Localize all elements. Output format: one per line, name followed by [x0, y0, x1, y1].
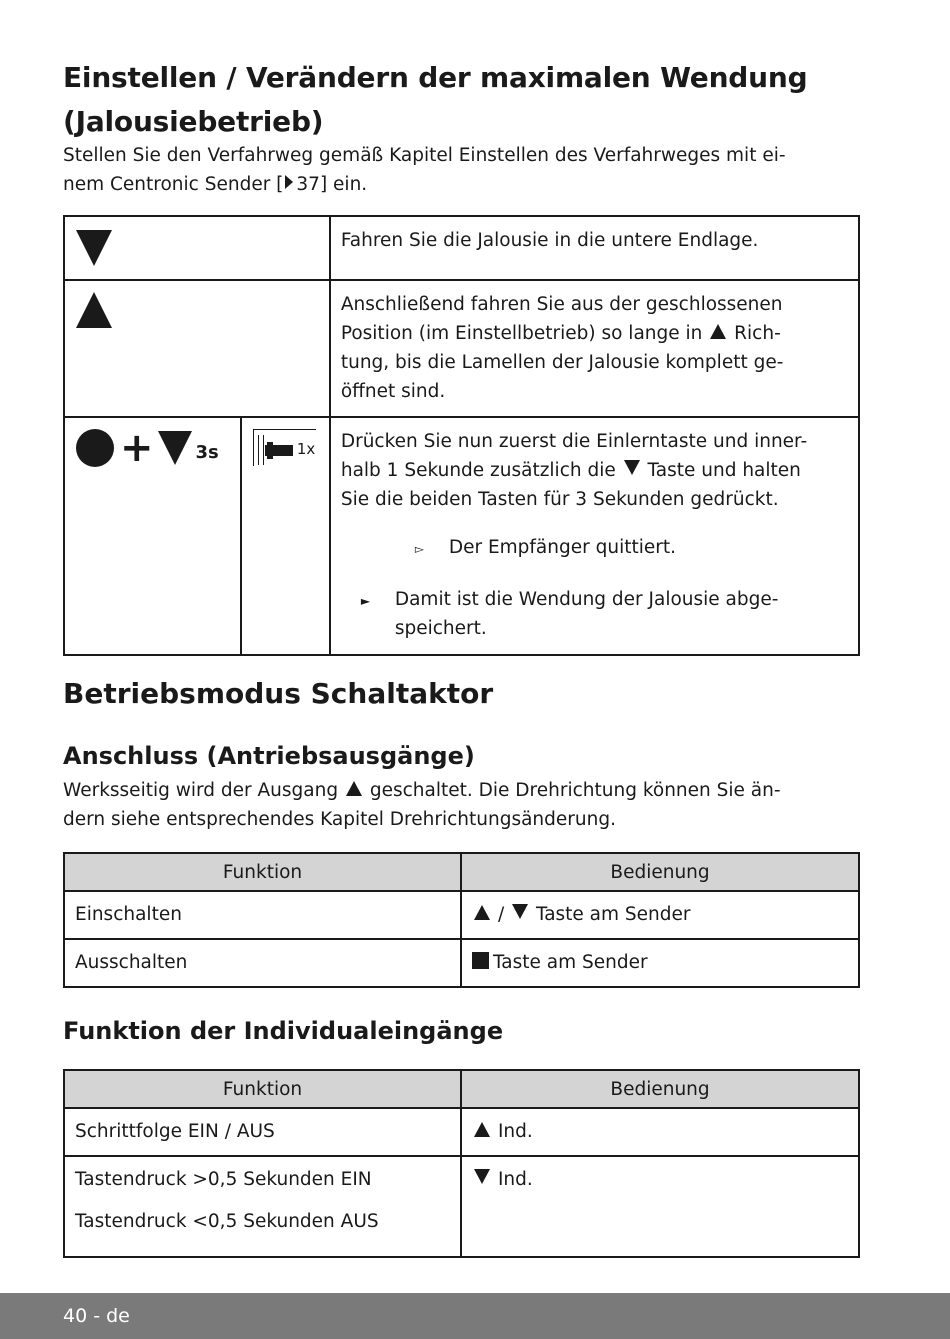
function-line: Tastendruck <0,5 Sekunden AUS: [75, 1211, 379, 1232]
outcome-text: [395, 585, 779, 643]
column-header: Funktion: [64, 853, 461, 891]
up-arrow-icon: [474, 905, 490, 920]
up-arrow-icon: [474, 1122, 490, 1137]
step-symbol-cell: [64, 216, 330, 280]
step-text-fragment: Position (im Einstellbetrieb) so lange in: [340, 323, 703, 344]
function-cell: [64, 1156, 461, 1257]
step-text-line: tung, bis die Lamellen der Jalousie komplett ge-: [340, 352, 784, 373]
table-row: [64, 939, 859, 987]
table-header-row: [64, 853, 859, 891]
section-title: Betriebsmodus Schaltaktor: [63, 677, 494, 710]
result-text: Der Empfänger quittiert.: [448, 537, 676, 558]
separator: /: [497, 904, 505, 925]
press-count: 1x: [296, 440, 316, 458]
outcome-marker-icon: ►: [360, 594, 371, 608]
paragraph-fragment: dern siehe entsprechendes Kapitel Drehrichtungsänderung.: [63, 809, 616, 830]
step-text-line: öffnet sind.: [340, 381, 446, 402]
page-title-line-2: (Jalousiebetrieb): [63, 105, 324, 138]
table-row: [64, 891, 859, 939]
operation-cell: [461, 891, 859, 939]
page-reference-arrow-icon: [285, 175, 293, 189]
operation-text: Taste am Sender: [493, 952, 648, 973]
procedure-table: [63, 215, 860, 656]
up-arrow-icon: [710, 324, 726, 339]
operation-cell: [461, 939, 859, 987]
outcome-item: [361, 585, 848, 643]
learn-button-icon: [76, 429, 114, 467]
individual-input-table: [63, 1069, 860, 1258]
column-header: Bedienung: [461, 853, 859, 891]
hold-duration: 3s: [195, 442, 219, 463]
step-row-3: [64, 417, 859, 655]
step-text-line: Anschließend fahren Sie aus der geschlossenen: [340, 294, 783, 315]
down-arrow-icon: [512, 904, 528, 919]
step-row-2: [64, 280, 859, 417]
result-item: [415, 533, 848, 564]
step-text-line: [341, 456, 848, 485]
step-text-line: [341, 319, 848, 348]
operation-text: Taste am Sender: [535, 904, 691, 925]
section-paragraph: [63, 776, 860, 834]
up-arrow-icon: [346, 781, 362, 796]
step-text-fragment: Rich-: [734, 323, 781, 344]
table-row: [64, 1108, 859, 1156]
down-arrow-icon: [624, 460, 640, 475]
function-cell: Schrittfolge EIN / AUS: [64, 1108, 461, 1156]
step-row-1: [64, 216, 859, 280]
page-title-line-1: Einstellen / Verändern der maximalen Wendung: [63, 61, 808, 94]
intro-line-2-text: nem Centronic Sender [: [63, 174, 284, 195]
page-title: [63, 56, 860, 144]
step-text-line: Sie die beiden Tasten für 3 Sekunden gedrückt.: [340, 489, 779, 510]
table-row: [64, 1156, 859, 1257]
intro-line-2: [63, 170, 860, 199]
operation-cell: [461, 1156, 859, 1257]
stop-square-icon: [472, 952, 489, 969]
table-header-row: [64, 1070, 859, 1108]
outcome-text-line: speichert.: [394, 618, 487, 639]
step-text: [330, 280, 859, 417]
page-reference-link[interactable]: 37] ein.: [296, 174, 368, 195]
step-symbol-cell: [64, 280, 330, 417]
paragraph-fragment: Werksseitig wird der Ausgang: [63, 780, 339, 801]
intro-paragraph: [63, 141, 860, 199]
subsection-title: Anschluss (Antriebsausgänge): [63, 742, 475, 770]
down-arrow-icon: [474, 1169, 490, 1184]
section-title: Funktion der Individualeingänge: [63, 1017, 504, 1045]
key-combination: [76, 425, 239, 471]
column-header: Bedienung: [461, 1070, 859, 1108]
function-cell: Einschalten: [64, 891, 461, 939]
device-cell: [241, 417, 330, 655]
function-cell: Ausschalten: [64, 939, 461, 987]
switch-function-table: [63, 852, 860, 988]
up-arrow-icon: [76, 292, 112, 328]
step-text-line: Drücken Sie nun zuerst die Einlerntaste und inner-: [340, 431, 808, 452]
result-marker-icon: ▻: [414, 542, 425, 556]
column-header: Funktion: [64, 1070, 461, 1108]
plus-icon: +: [120, 425, 154, 471]
step-symbol-cell: [64, 417, 241, 655]
down-arrow-icon: [158, 431, 192, 465]
page-number: 40 - de: [63, 1305, 130, 1327]
step-text: [330, 417, 859, 655]
receiver-button-icon: [253, 429, 323, 473]
function-line: Tastendruck >0,5 Sekunden EIN: [75, 1169, 372, 1190]
down-arrow-icon: [76, 230, 112, 266]
operation-text: Ind.: [497, 1121, 533, 1142]
operation-text: Ind.: [497, 1169, 533, 1190]
operation-cell: [461, 1108, 859, 1156]
step-text-fragment: Taste und halten: [647, 460, 801, 481]
outcome-text-line: Damit ist die Wendung der Jalousie abge-: [394, 589, 779, 610]
step-text: Fahren Sie die Jalousie in die untere Endlage.: [330, 216, 859, 280]
paragraph-fragment: geschaltet. Die Drehrichtung können Sie än-: [369, 780, 781, 801]
step-text-fragment: halb 1 Sekunde zusätzlich die: [340, 460, 616, 481]
page-footer: [0, 1293, 950, 1339]
intro-line-1: Stellen Sie den Verfahrweg gemäß Kapitel Einstellen des Verfahrweges mit ei-: [63, 145, 786, 166]
